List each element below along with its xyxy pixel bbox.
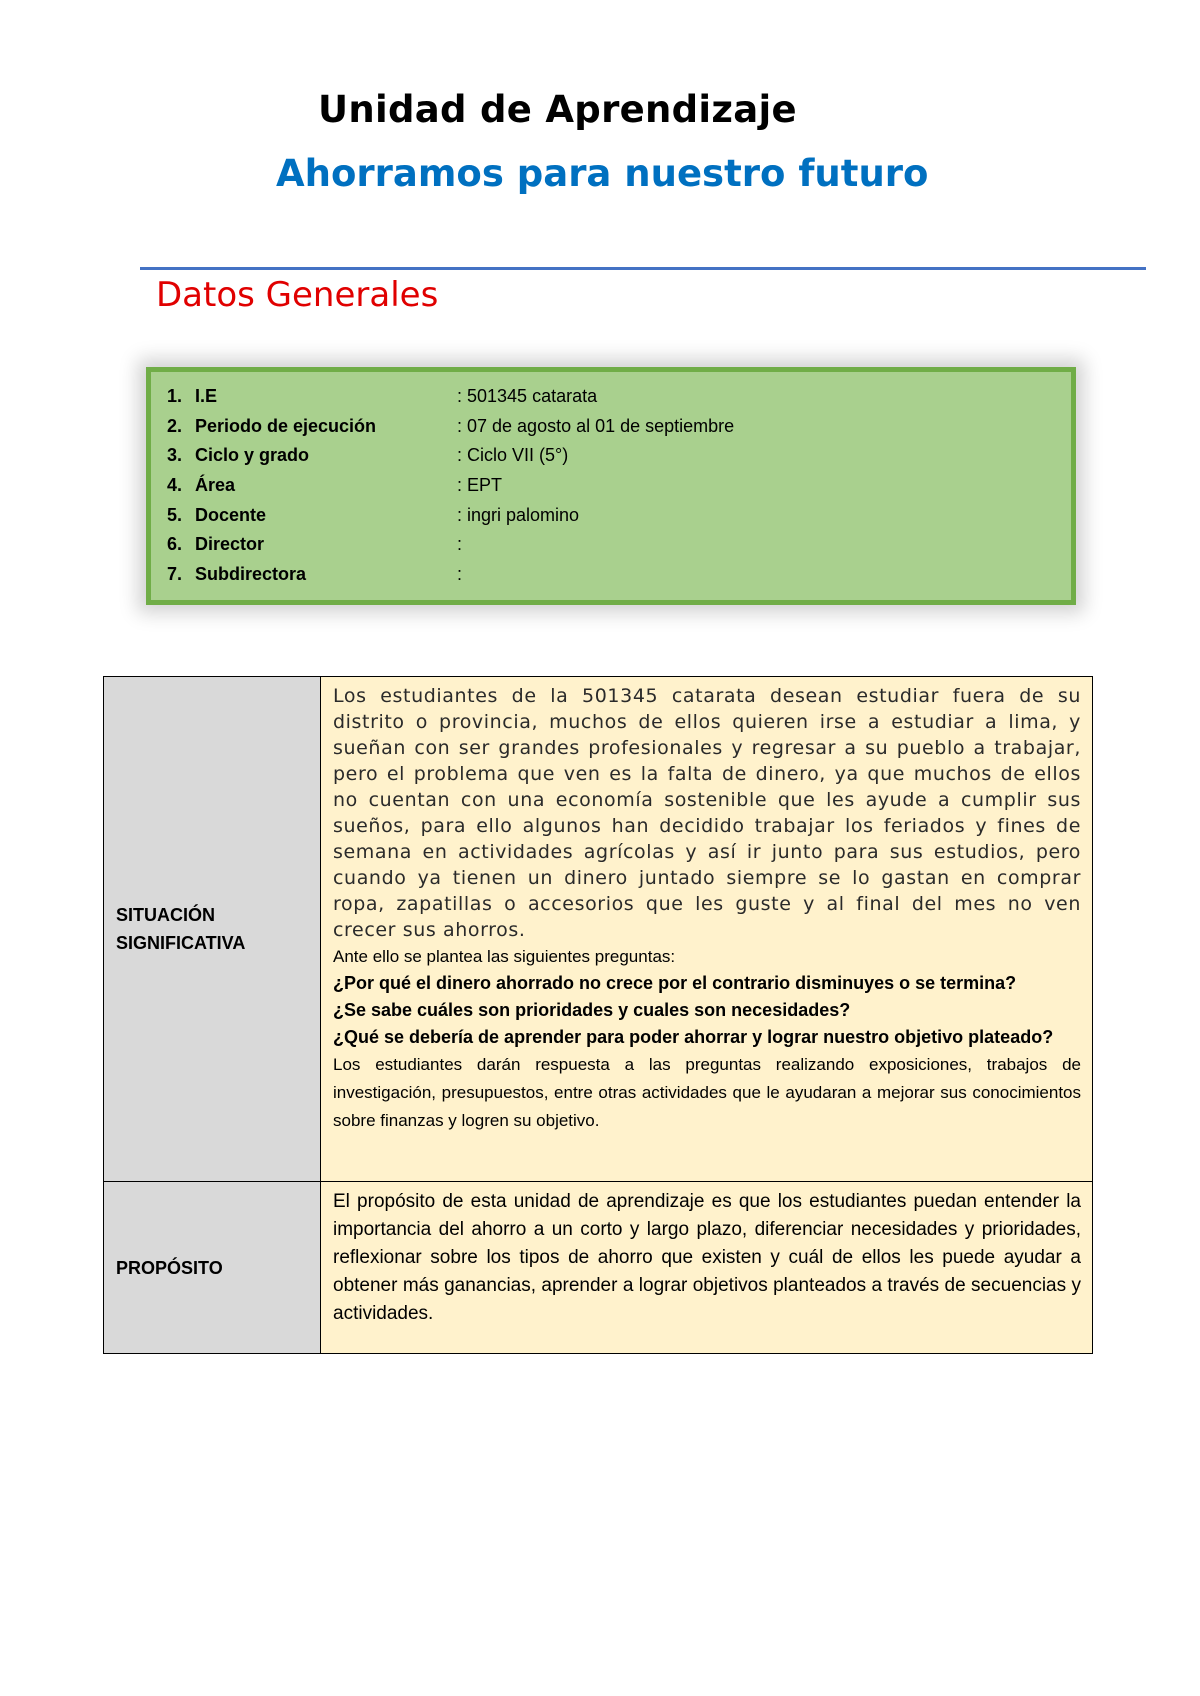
questions-intro: Ante ello se plantea las siguientes preguntas: <box>333 947 676 966</box>
proposito-content-cell <box>321 1182 1093 1354</box>
datos-item-value: : Ciclo VII (5°) <box>457 445 569 466</box>
datos-item <box>167 441 734 471</box>
datos-item <box>167 471 734 501</box>
datos-item <box>167 530 734 560</box>
situacion-content-cell <box>321 677 1093 1182</box>
proposito-text: El propósito de esta unidad de aprendizaje es que los estudiantes puedan entender la importancia del ahorro a un corto y largo plazo, diferenciar necesidades y prioridades, reflexionar sobre los tipos de ahorro que existen y cuál de ellos les puede ayudar a obtener más ganancias, aprender a lograr objetivos planteados a través de secuencias y actividades. <box>333 1191 1081 1324</box>
datos-list <box>167 382 734 589</box>
datos-item-number: 7. <box>167 563 183 584</box>
datos-item-number: 6. <box>167 534 183 555</box>
situacion-closing: Los estudiantes darán respuesta a las preguntas realizando exposiciones, trabajos de investigación, presupuestos, entre otras actividades que le ayudaran a mejorar sus conocimientos sobre finanzas y logren su objetivo. <box>333 1055 1081 1130</box>
question-item: ¿Se sabe cuáles son prioridades y cuales son necesidades? <box>333 1000 851 1020</box>
datos-item-number: 3. <box>167 445 183 466</box>
datos-item-value: : EPT <box>457 475 503 496</box>
datos-item-number: 5. <box>167 504 183 525</box>
situacion-label-cell <box>104 677 321 1182</box>
proposito-label-cell <box>104 1182 321 1354</box>
datos-item-value: : ingri palomino <box>457 504 580 525</box>
document-subtitle: Ahorramos para nuestro futuro <box>276 152 929 195</box>
datos-item-value: : 501345 catarata <box>457 386 598 407</box>
datos-item-label: Subdirectora <box>195 563 307 584</box>
situacion-row <box>104 677 1093 1182</box>
heading-divider <box>140 267 1146 270</box>
unit-info-table <box>103 676 1093 1354</box>
datos-item-number: 4. <box>167 475 183 496</box>
datos-item <box>167 412 734 442</box>
question-item: ¿Por qué el dinero ahorrado no crece por el contrario disminuyes o se termina? <box>333 973 1017 993</box>
proposito-row <box>104 1182 1093 1354</box>
situacion-narrative: Los estudiantes de la 501345 catarata desean estudiar fuera de su distrito o provincia, muchos de ellos quieren irse a estudiar a lima, y sueñan con ser grandes profesionales y regresar a su pueblo a trabajar, pero el problema que ven es la falta de dinero, ya que muchos de ellos no cuentan con una economía sostenible que les ayude a cumplir sus sueños, para ello algunos han decidido trabajar los feriados y fines de semana en actividades agrícolas y así ir junto para sus estudios, pero cuando ya tienen un dinero juntado siempre se lo gastan en comprar ropa, zapatillas o accesorios que les guste y al final del mes no ven crecer sus ahorros. <box>333 685 1081 941</box>
datos-item-value: : 07 de agosto al 01 de septiembre <box>457 415 735 436</box>
proposito-label: PROPÓSITO <box>116 1257 223 1278</box>
datos-item <box>167 500 734 530</box>
datos-item-value: : <box>457 563 463 584</box>
datos-item-number: 1. <box>167 386 183 407</box>
datos-item-label: Periodo de ejecución <box>195 415 377 436</box>
document-title: Unidad de Aprendizaje <box>318 88 797 131</box>
datos-item <box>167 560 734 590</box>
question-item: ¿Qué se debería de aprender para poder ahorrar y lograr nuestro objetivo plateado? <box>333 1027 1054 1047</box>
datos-item-number: 2. <box>167 415 183 436</box>
situacion-label: SITUACIÓN SIGNIFICATIVA <box>116 905 246 953</box>
datos-item-label: Director <box>195 534 265 555</box>
datos-item-label: Área <box>195 475 236 496</box>
datos-item-label: I.E <box>195 386 218 407</box>
datos-item-label: Docente <box>195 504 267 525</box>
datos-item-label: Ciclo y grado <box>195 445 310 466</box>
section-heading: Datos Generales <box>156 276 439 315</box>
datos-generales-box <box>146 367 1076 605</box>
datos-item <box>167 382 734 412</box>
datos-item-value: : <box>457 534 463 555</box>
